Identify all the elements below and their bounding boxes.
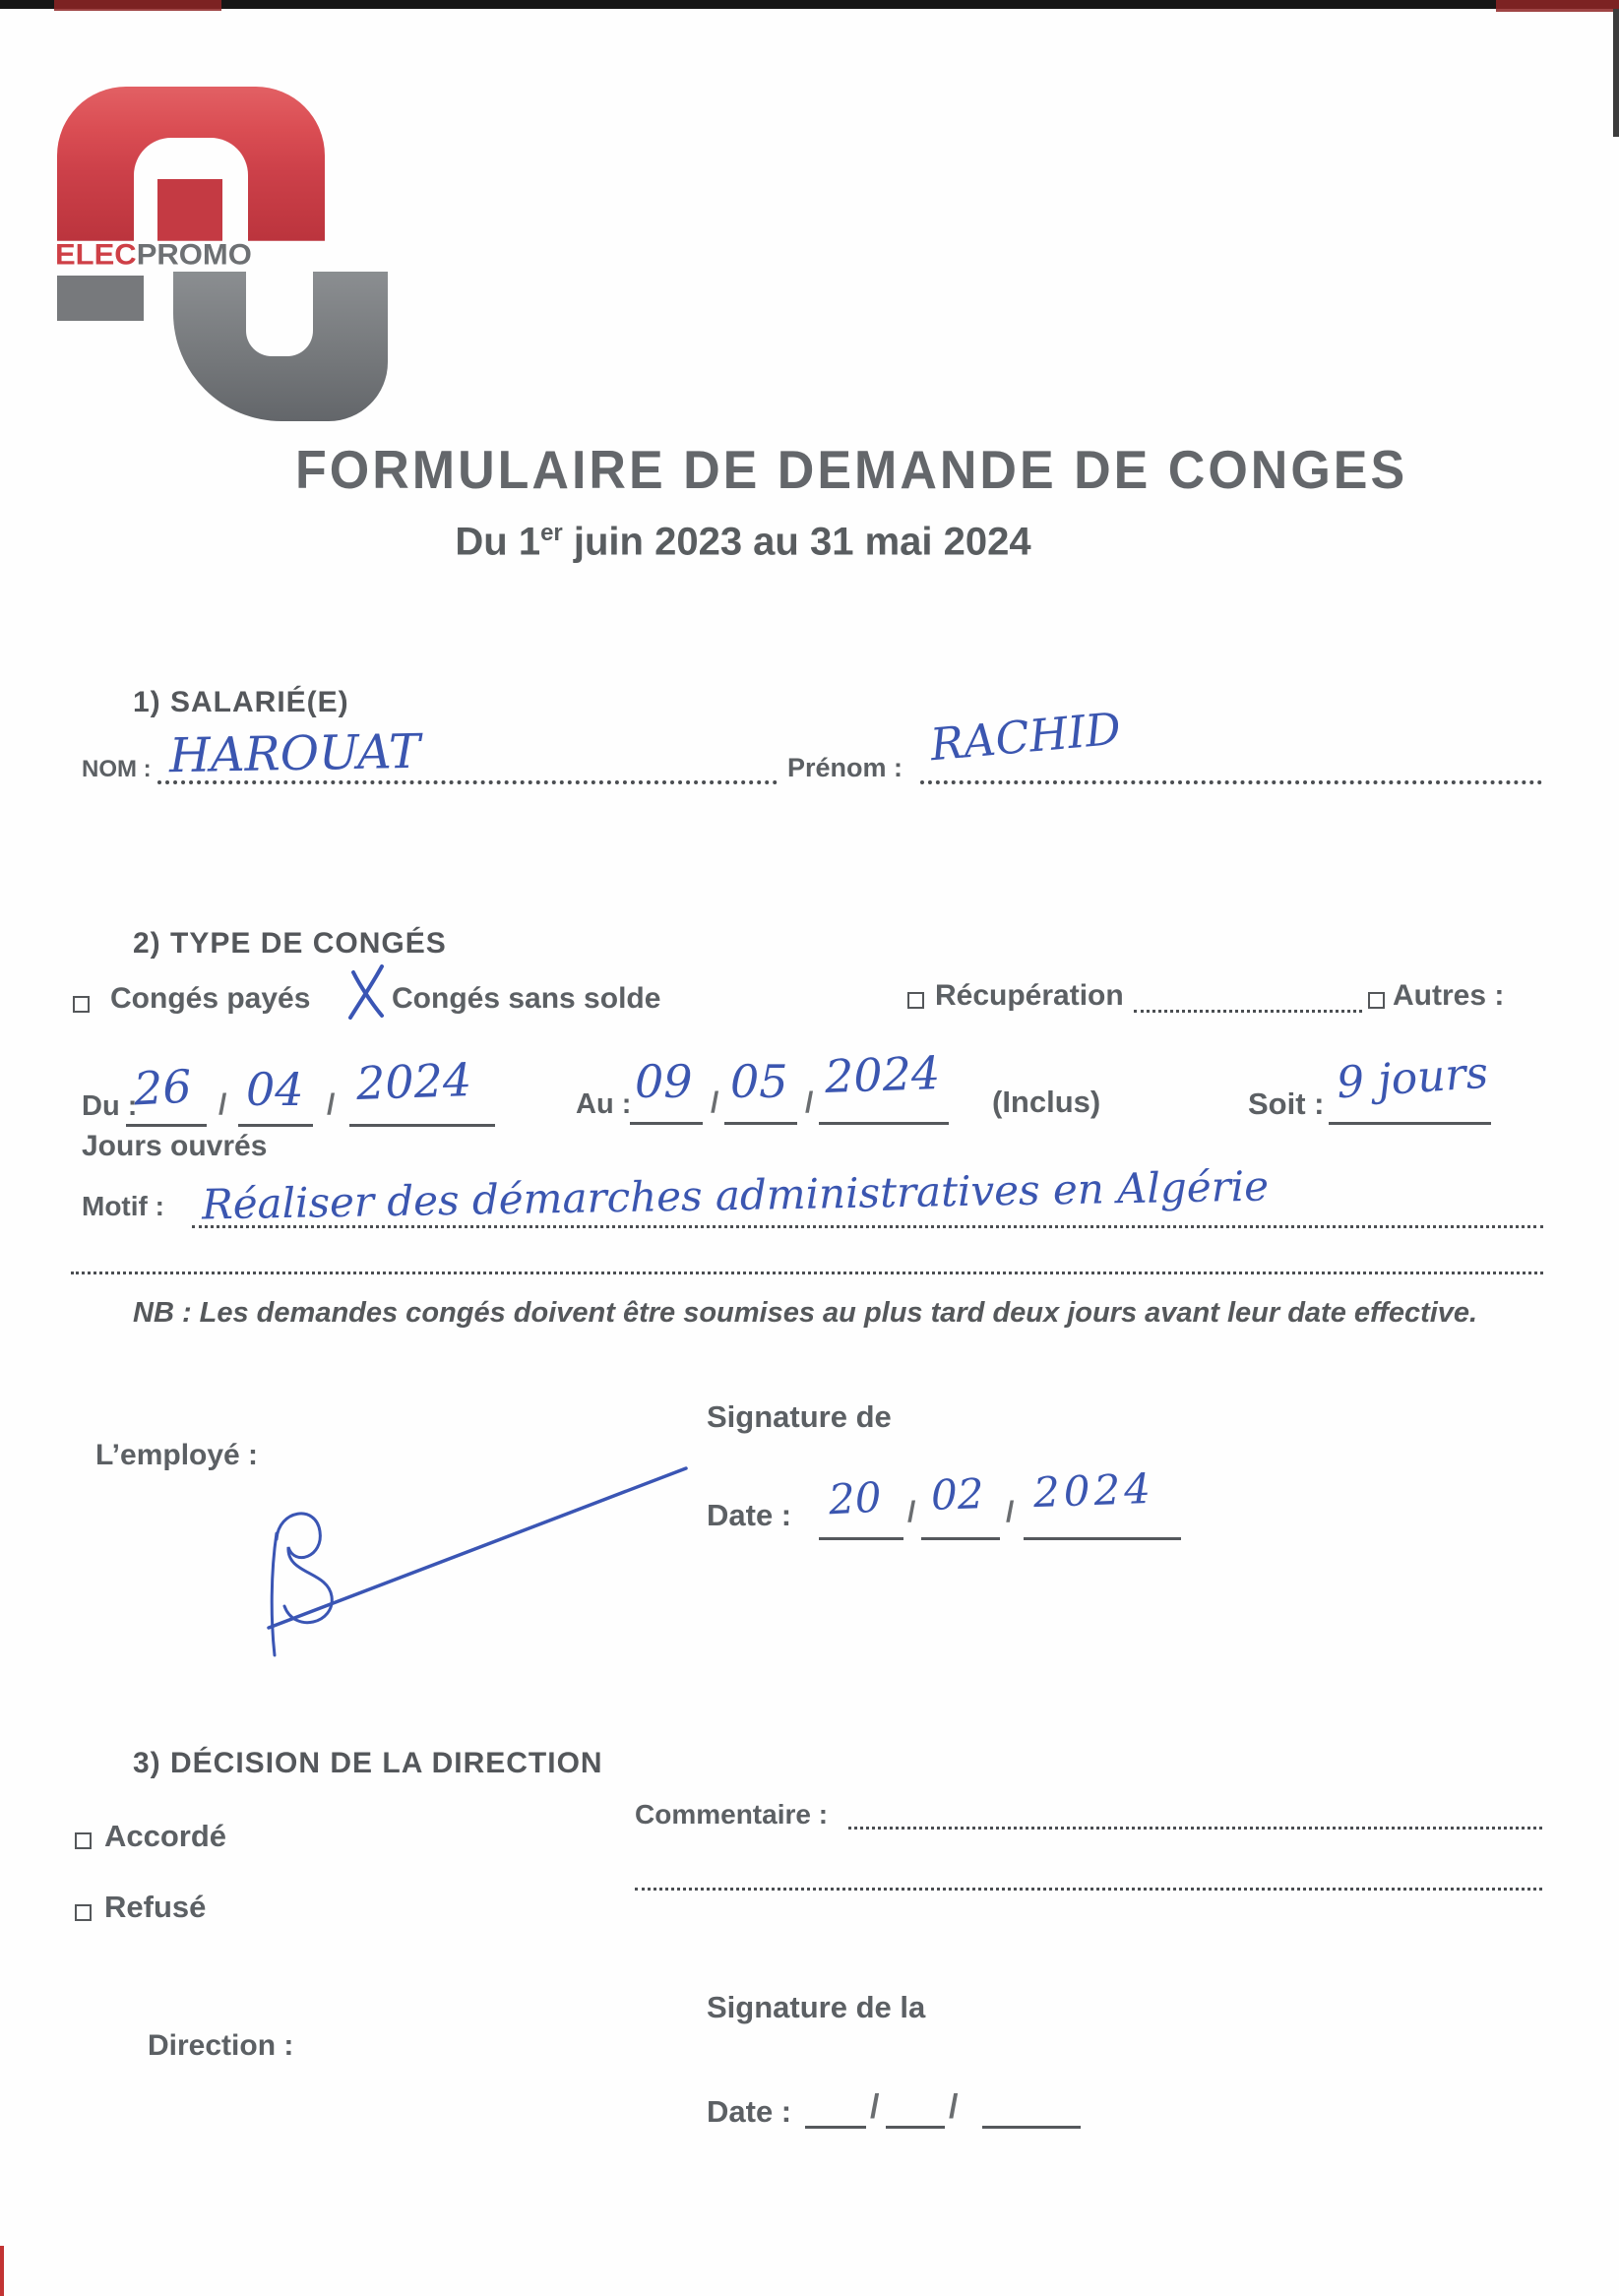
conges-sans-solde-x-mark [346, 964, 390, 1020]
du-label: Du : [82, 1090, 138, 1122]
au-month-handwritten: 05 [730, 1055, 788, 1108]
conges-sans-solde-label: Congés sans solde [392, 982, 661, 1015]
refuse-label: Refusé [104, 1890, 207, 1924]
recuperation-dotted-line [1134, 1010, 1362, 1013]
du-day-handwritten: 26 [132, 1059, 193, 1116]
du-year-handwritten: 2024 [355, 1052, 472, 1111]
nb-note: NB : Les demandes congés doivent être soumises au plus tard deux jours avant leur date effective. [133, 1297, 1478, 1329]
employee-date-day: 20 [827, 1472, 883, 1524]
direction-date-label: Date : [707, 2094, 792, 2129]
scan-edge-right [1613, 9, 1619, 137]
commentaire-dotted-line-1 [848, 1827, 1542, 1830]
employee-date-year: 2024 [1032, 1463, 1155, 1518]
commentaire-dotted-line-2 [635, 1888, 1542, 1891]
elecpromo-logo [51, 87, 339, 421]
au-label: Au : [576, 1088, 632, 1120]
inclus-label: (Inclus) [992, 1085, 1101, 1119]
du-month-handwritten: 04 [246, 1063, 304, 1116]
prenom-handwritten-value: RACHID [928, 702, 1123, 772]
jours-ouvres-label: Jours ouvrés [82, 1130, 268, 1162]
autres-label: Autres : [1393, 979, 1505, 1012]
soit-label: Soit : [1248, 1086, 1325, 1121]
nom-label: NOM : [82, 756, 152, 782]
recuperation-label: Récupération [935, 979, 1124, 1012]
employee-signature [241, 1455, 714, 1661]
nom-handwritten-value: HAROUAT [168, 723, 421, 784]
motif-dotted-line-1 [192, 1225, 1543, 1228]
soit-handwritten-value: 9 jours [1335, 1047, 1490, 1109]
logo-wordmark [51, 237, 339, 272]
accorde-label: Accordé [104, 1819, 227, 1853]
au-year-handwritten: 2024 [824, 1045, 941, 1104]
commentaire-label: Commentaire : [635, 1799, 829, 1830]
signature-de-la-label: Signature de la [707, 1990, 926, 2024]
scan-artifact-red-bottom-left [0, 2246, 4, 2296]
logo-gray-stub-shape [57, 276, 144, 321]
refuse-checkbox [75, 1904, 92, 1921]
section1-heading: 1) SALARIÉ(E) [133, 686, 349, 718]
scan-artifact-red-left [54, 0, 221, 11]
form-period-subtitle: Du 1er juin 2023 au 31 mai 2024 [455, 520, 1031, 564]
motif-handwritten-value: Réaliser des démarches administratives en Algérie [201, 1161, 1270, 1229]
prenom-label: Prénom : [787, 753, 903, 782]
employee-date-label: Date : [707, 1498, 792, 1532]
conges-payes-label: Congés payés [110, 982, 311, 1015]
signature-de-label: Signature de [707, 1399, 892, 1434]
section3-heading: 3) DÉCISION DE LA DIRECTION [133, 1747, 603, 1779]
conges-payes-checkbox [73, 996, 90, 1013]
prenom-dotted-line [920, 780, 1542, 784]
au-day-handwritten: 09 [635, 1055, 693, 1108]
motif-dotted-line-2 [71, 1272, 1543, 1274]
logo-gray-u-shape [173, 272, 388, 421]
section2-heading: 2) TYPE DE CONGÉS [133, 927, 447, 960]
form-title: FORMULAIRE DE DEMANDE DE CONGES [295, 440, 1408, 501]
scanned-leave-request-form: ELECPROMO FORMULAIRE DE DEMANDE DE CONGES Du 1er juin 2023 au 31 mai 2024 1) SALARIÉ(E) NOM : HAROUAT Prénom : RACHID 2) TYPE DE CONGÉS Congés payés Congés sans solde Récupération Autres : Du : 26 / 04 / 2024 Au : 09 / 05 / 2024 (Inclus) Soit : 9 jours Jours ouvrés Motif : Réaliser des démarches administratives en Algérie NB : Les demandes congés doivent être soumises au plus tard deux jours avant leur date effective. Signature de L’employé : Date : 20 / 02 / 2024 3) DÉCISION DE LA DIRECTION Commentaire : Accordé Refusé Signature de la Direction : Date : / / [0, 0, 1619, 2296]
motif-label: Motif : [82, 1191, 164, 1221]
logo-text-promo: PROMO [136, 237, 252, 272]
logo-red-arch-shape [57, 87, 325, 242]
scan-edge-top [0, 0, 1619, 9]
employe-label: L’employé : [95, 1439, 259, 1471]
accorde-checkbox [75, 1832, 92, 1849]
logo-text-elec: ELEC [55, 237, 137, 272]
recuperation-checkbox [907, 992, 924, 1009]
autres-checkbox [1368, 992, 1385, 1009]
direction-label: Direction : [148, 2029, 294, 2062]
scan-artifact-red-right [1496, 0, 1619, 12]
employee-date-month: 02 [930, 1469, 985, 1520]
